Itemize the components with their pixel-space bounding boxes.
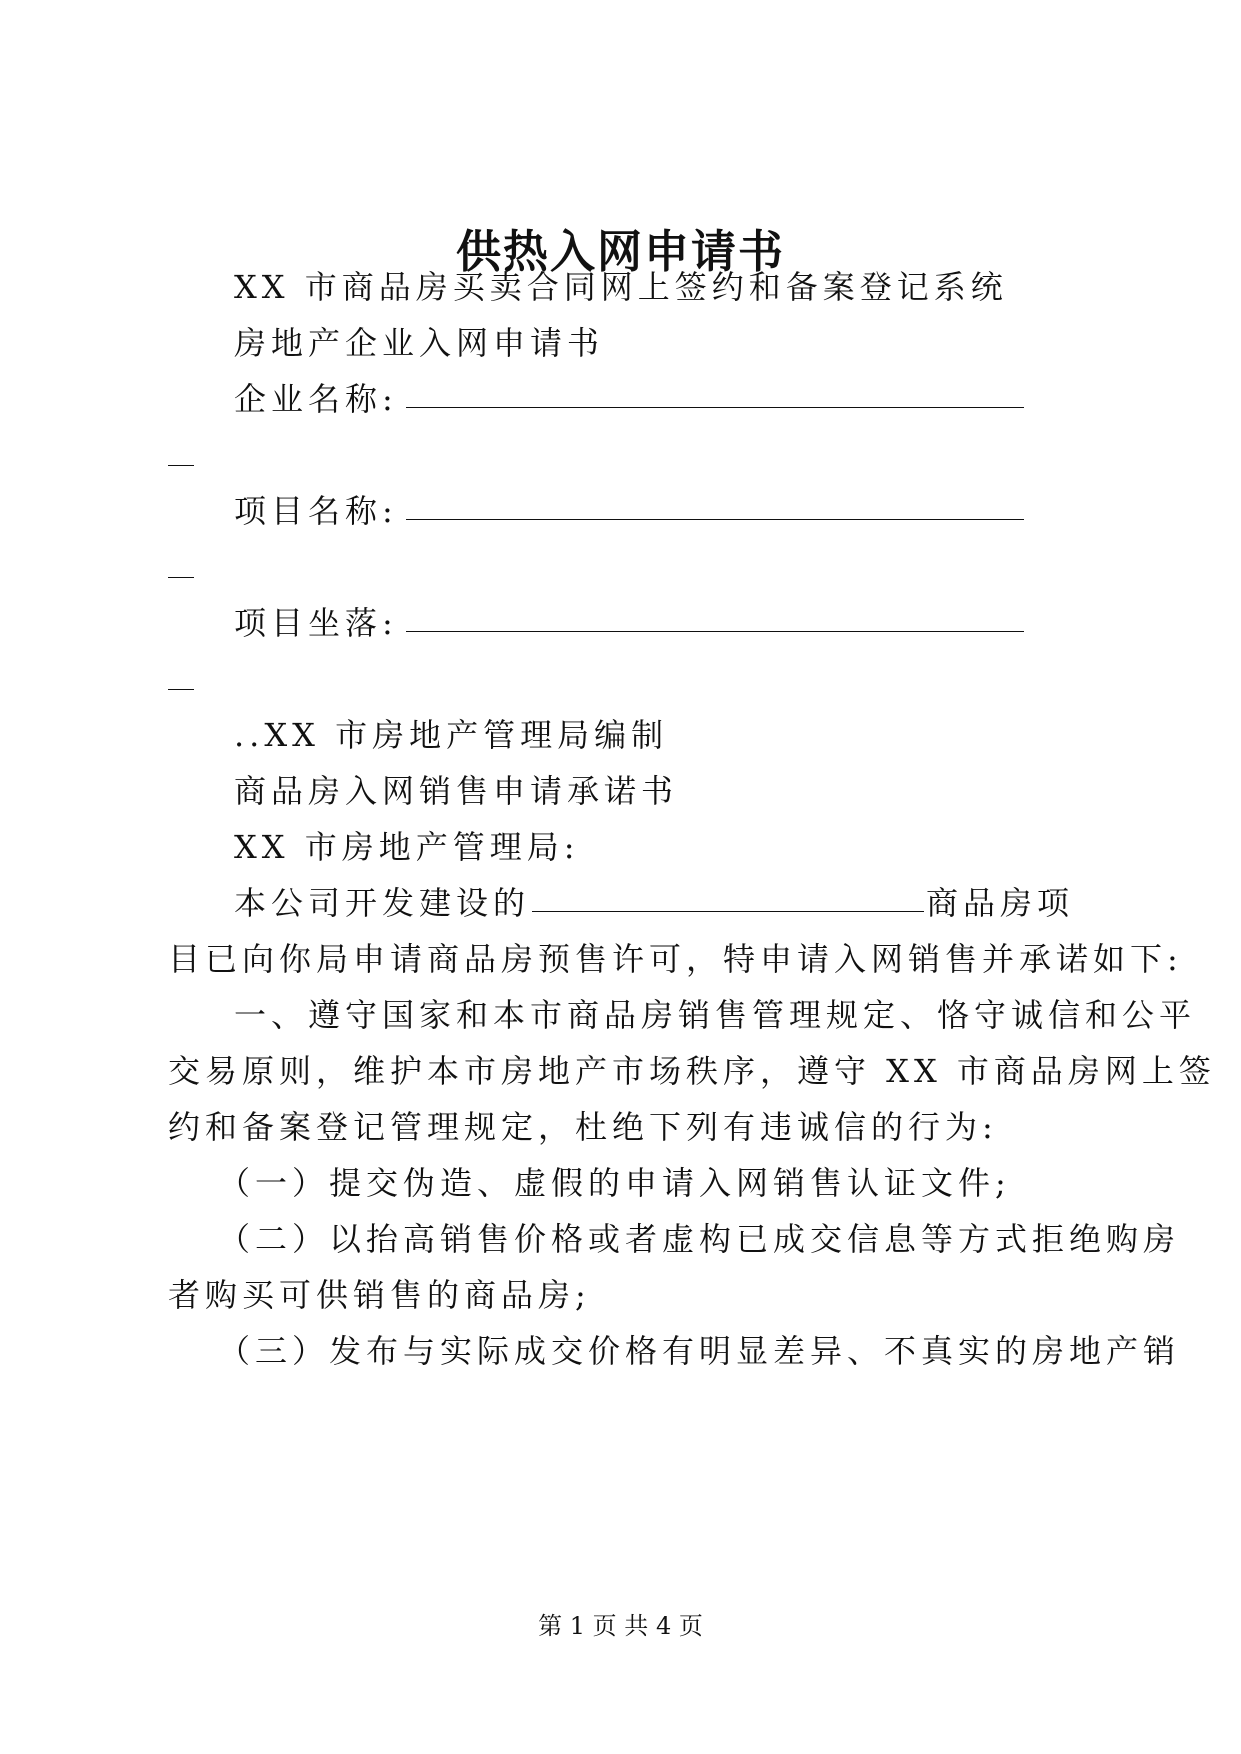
body-paragraph-2-line-3: 约和备案登记管理规定，杜绝下列有违诚信的行为: xyxy=(168,1108,998,1146)
field-project-location xyxy=(168,600,1088,646)
field-label: 项目名称: xyxy=(234,492,398,530)
field-label: 项目坐落: xyxy=(234,604,398,642)
fill-in-line xyxy=(406,406,1024,408)
field-label: 企业名称: xyxy=(234,380,398,418)
body-paragraph-2-line-1: 一、遵守国家和本市商品房销售管理规定、恪守诚信和公平 xyxy=(234,996,1197,1034)
fill-in-line xyxy=(406,518,1024,520)
body-text: 本公司开发建设的 xyxy=(234,884,531,922)
list-item-3-line-1: （三）发布与实际成交价格有明显差异、不真实的房地产销 xyxy=(218,1332,1181,1370)
subtitle-system: XX 市商品房买卖合同网上签约和备案登记系统 xyxy=(234,268,1008,306)
pledge-title: 商品房入网销售申请承诺书 xyxy=(234,772,679,810)
body-text: 商品房项 xyxy=(926,884,1075,922)
field-company-name xyxy=(168,376,1088,422)
body-paragraph-1-line-1 xyxy=(168,880,1088,926)
fill-in-line-continuation xyxy=(168,576,194,578)
body-paragraph-2-line-2: 交易原则，维护本市房地产市场秩序，遵守 XX 市商品房网上签 xyxy=(168,1052,1216,1090)
addressee: XX 市房地产管理局: xyxy=(234,828,580,866)
body-paragraph-1-line-2: 目已向你局申请商品房预售许可，特申请入网销售并承诺如下: xyxy=(168,940,1183,978)
fill-in-line-continuation xyxy=(168,688,194,690)
list-item-2-line-2: 者购买可供销售的商品房; xyxy=(168,1276,591,1314)
subtitle-application: 房地产企业入网申请书 xyxy=(234,324,605,362)
list-item-2-line-1: （二）以抬高销售价格或者虚构已成交信息等方式拒绝购房 xyxy=(218,1220,1181,1258)
fill-in-line-continuation xyxy=(168,464,194,466)
field-project-name xyxy=(168,488,1088,534)
document-title: 供热入网申请书 xyxy=(455,225,785,278)
page-footer: 第 1 页 共 4 页 xyxy=(538,1612,703,1640)
fill-in-line xyxy=(532,910,924,912)
compiler-line: ..XX 市房地产管理局编制 xyxy=(234,716,669,754)
fill-in-line xyxy=(406,630,1024,632)
list-item-1: （一）提交伪造、虚假的申请入网销售认证文件; xyxy=(218,1164,1011,1202)
